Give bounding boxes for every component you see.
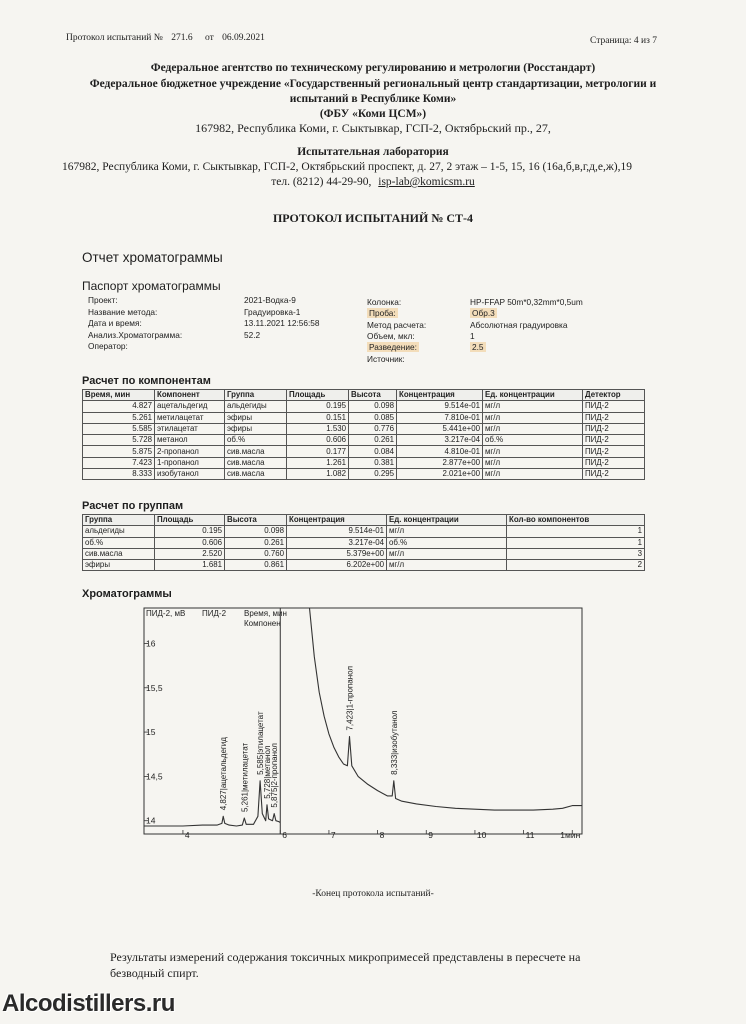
components-header-cell: Площадь (287, 390, 349, 401)
components-cell: ПИД-2 (583, 446, 645, 457)
components-cell: сив.масла (225, 469, 287, 480)
groups-cell: 0.195 (155, 526, 225, 537)
components-header-cell: Время, мин (83, 390, 155, 401)
passport-value: Обр.3 (472, 308, 495, 319)
components-cell: 0.177 (287, 446, 349, 457)
components-cell: мг/л (483, 423, 583, 434)
components-cell: 4.827 (83, 401, 155, 412)
passport-label: Проект: (88, 295, 118, 305)
groups-cell: 6.202e+00 (287, 560, 387, 571)
components-cell: 5.875 (83, 446, 155, 457)
passport-label: Источник: (367, 353, 405, 364)
chromatogram-svg (140, 604, 586, 842)
components-cell: эфиры (225, 423, 287, 434)
end-of-protocol: -Конец протокола испытаний- (312, 889, 434, 899)
table-row (83, 457, 645, 468)
components-cell: сив.масла (225, 457, 287, 468)
passport-value: Градуировка-1 (244, 306, 301, 317)
peak-label: 5,875|2-пропанол (270, 743, 280, 808)
chart-frame (144, 608, 582, 834)
passport-value: 2021-Водка-9 (244, 295, 296, 305)
components-cell: 2.877e+00 (397, 457, 483, 468)
groups-header-cell: Высота (225, 515, 287, 526)
x-tick-label: 7 (330, 830, 336, 840)
components-cell: 0.261 (349, 435, 397, 446)
components-header-cell: Группа (225, 390, 287, 401)
chart-header-label: Компонен (244, 619, 281, 628)
components-cell: ПИД-2 (583, 412, 645, 423)
x-tick-label: 8 (379, 830, 385, 840)
passport-label: Проба: (369, 308, 396, 319)
components-table (82, 389, 645, 480)
header-page-number: Страница: 4 из 7 (590, 36, 658, 46)
components-cell: 0.381 (349, 457, 397, 468)
x-tick-label: 1мин (560, 830, 581, 840)
peak-label: 8,333|изобутанол (389, 710, 399, 775)
components-cell: 1-пропанол (155, 457, 225, 468)
header-protocol-number: 271.6 (171, 33, 193, 43)
components-cell: 0.098 (349, 401, 397, 412)
groups-header-cell: Площадь (155, 515, 225, 526)
components-cell: ПИД-2 (583, 423, 645, 434)
components-cell: 7.423 (83, 457, 155, 468)
results-note-line-1: Результаты измерений содержания токсичных микропримесей представлены в пересчете на (110, 950, 581, 964)
table-row (83, 560, 645, 571)
lab-phone: тел. (8212) 44-29-90, (271, 176, 372, 188)
header-protocol-ref (66, 33, 265, 43)
x-tick-label: 11 (525, 830, 535, 840)
components-cell: 2-пропанол (155, 446, 225, 457)
components-cell: 2.021e+00 (397, 469, 483, 480)
components-cell: сив.масла (225, 446, 287, 457)
chromatogram-trace (144, 781, 280, 826)
components-cell: эфиры (225, 412, 287, 423)
groups-cell: мг/л (387, 548, 507, 559)
components-cell: 0.606 (287, 435, 349, 446)
chart-header-label: ПИД-2 (202, 609, 227, 618)
table-row (83, 401, 645, 412)
components-cell: 4.810e-01 (397, 446, 483, 457)
passport-label: Дата и время: (88, 318, 142, 328)
components-cell: мг/л (483, 469, 583, 480)
passport-value: 52.2 (244, 329, 261, 340)
components-cell: этилацетат (155, 423, 225, 434)
passport-value: 13.11.2021 12:56:58 (244, 318, 320, 328)
groups-cell: эфиры (83, 560, 155, 571)
groups-cell: мг/л (387, 526, 507, 537)
x-tick-label: 4 (184, 830, 190, 840)
protocol-title: ПРОТОКОЛ ИСПЫТАНИЙ № СТ-4 (272, 211, 474, 225)
table-row (83, 423, 645, 434)
groups-header-cell: Концентрация (287, 515, 387, 526)
components-cell: ПИД-2 (583, 469, 645, 480)
table-row (83, 435, 645, 446)
groups-cell: 1.681 (155, 560, 225, 571)
components-cell: 3.217e-04 (397, 435, 483, 446)
chart-header-label: ПИД-2, мВ (146, 609, 186, 618)
chromatogram-chart (140, 604, 586, 842)
components-cell: мг/л (483, 401, 583, 412)
y-tick-label: 14,5 (146, 771, 163, 782)
components-cell: 0.195 (287, 401, 349, 412)
passport-label: Название метода: (88, 306, 158, 317)
table-row (83, 548, 645, 559)
components-cell: 9.514e-01 (397, 401, 483, 412)
groups-cell: 0.098 (225, 526, 287, 537)
passport-label: Оператор: (88, 341, 128, 351)
groups-cell: альдегиды (83, 526, 155, 537)
passport-label: Объем, мкл: (367, 330, 415, 341)
passport-title: Паспорт хроматограммы (82, 279, 221, 293)
passport-label: Разведение: (369, 342, 417, 353)
groups-cell: 3 (507, 548, 645, 559)
groups-table (82, 514, 645, 571)
y-tick-label: 14 (146, 815, 156, 826)
components-cell: 0.776 (349, 423, 397, 434)
groups-cell: 0.760 (225, 548, 287, 559)
components-header-cell: Ед. концентрации (483, 390, 583, 401)
org-address: 167982, Республика Коми, г. Сыктывкар, ГСП-2, Октябрьский пр., 27, (195, 121, 551, 135)
components-cell: мг/л (483, 457, 583, 468)
peak-label: 5,728|метанол (263, 745, 273, 799)
components-cell: 5.585 (83, 423, 155, 434)
components-cell: 0.151 (287, 412, 349, 423)
components-cell: об.% (225, 435, 287, 446)
groups-cell: мг/л (387, 560, 507, 571)
components-cell: метанол (155, 435, 225, 446)
components-cell: 0.084 (349, 446, 397, 457)
components-cell: ПИД-2 (583, 435, 645, 446)
components-header-cell: Детектор (583, 390, 645, 401)
components-cell: 8.333 (83, 469, 155, 480)
components-cell: 7.810e-01 (397, 412, 483, 423)
groups-cell: 9.514e-01 (287, 526, 387, 537)
y-tick-label: 15 (146, 727, 156, 738)
groups-cell: 1 (507, 526, 645, 537)
components-cell: метилацетат (155, 412, 225, 423)
passport-value: 2.5 (472, 342, 484, 353)
components-cell: 5.441e+00 (397, 423, 483, 434)
groups-cell: сив.масла (83, 548, 155, 559)
groups-cell: об.% (387, 537, 507, 548)
chart-header-label: Время, мин (244, 609, 287, 618)
org-line-1: Федеральное агентство по техническому регулированию и метрологии (Росстандарт) (150, 62, 596, 74)
components-cell: 1.082 (287, 469, 349, 480)
groups-cell: 1 (507, 537, 645, 548)
components-cell: ПИД-2 (583, 457, 645, 468)
components-title: Расчет по компонентам (82, 375, 211, 387)
peak-label: 7,423|1-пропанол (345, 665, 355, 731)
components-cell: 1.530 (287, 423, 349, 434)
components-header-cell: Компонент (155, 390, 225, 401)
groups-cell: 5.379e+00 (287, 548, 387, 559)
groups-cell: 2.520 (155, 548, 225, 559)
groups-cell: 2 (507, 560, 645, 571)
table-row (83, 469, 645, 480)
passport-label: Метод расчета: (367, 319, 427, 330)
watermark: Alcodistillers.ru (2, 990, 175, 1017)
lab-contacts (0, 175, 746, 189)
components-cell: мг/л (483, 446, 583, 457)
lab-address: 167982, Республика Коми, г. Сыктывкар, ГСП-2, Октябрьский проспект, д. 27, 2 этаж – 1-5, 15, 16 (16а,б,в,г,д,е,ж),19 (62, 161, 633, 173)
lab-email[interactable]: isp-lab@komicsm.ru (378, 176, 475, 188)
header-protocol-label: Протокол испытаний № (66, 33, 163, 43)
x-tick-label: 6 (282, 830, 288, 840)
groups-header-cell: Ед. концентрации (387, 515, 507, 526)
components-cell: 5.728 (83, 435, 155, 446)
org-line-4: (ФБУ «Коми ЦСМ») (319, 108, 427, 120)
components-cell: ПИД-2 (583, 401, 645, 412)
components-cell: 5.261 (83, 412, 155, 423)
table-row (83, 526, 645, 537)
peak-label: 5,585|этилацетат (256, 711, 266, 775)
org-line-2: Федеральное бюджетное учреждение «Государственный региональный центр стандартизации, метрологии и (89, 78, 657, 90)
table-row (83, 412, 645, 423)
groups-cell: 0.261 (225, 537, 287, 548)
report-title: Отчет хроматограммы (82, 250, 223, 265)
components-cell: об.% (483, 435, 583, 446)
passport-value: 1 (470, 330, 475, 341)
groups-header-cell: Кол-во компонентов (507, 515, 645, 526)
lab-title: Испытательная лаборатория (297, 146, 449, 158)
groups-cell: 0.606 (155, 537, 225, 548)
components-header-cell: Концентрация (397, 390, 483, 401)
y-tick-label: 15,5 (146, 682, 163, 693)
components-cell: мг/л (483, 412, 583, 423)
y-tick-label: 16 (146, 638, 156, 649)
components-cell: 0.295 (349, 469, 397, 480)
groups-header-cell: Группа (83, 515, 155, 526)
results-note-line-2: безводный спирт. (110, 966, 199, 980)
groups-cell: 3.217e-04 (287, 537, 387, 548)
peak-label: 5,261|метилацетат (240, 742, 250, 813)
components-cell: ацетальдегид (155, 401, 225, 412)
chromatograms-title: Хроматограммы (82, 588, 172, 600)
components-cell: изобутанол (155, 469, 225, 480)
table-row (83, 446, 645, 457)
x-tick-label: 10 (476, 830, 487, 840)
org-line-3: испытаний в Республике Коми» (289, 93, 457, 105)
passport-label: Анализ.Хроматограмма: (88, 329, 183, 340)
components-header-cell: Высота (349, 390, 397, 401)
passport-value: Абсолютная градуировка (470, 319, 568, 330)
passport-value: HP-FFAP 50m*0,32mm*0,5um (470, 297, 583, 307)
header-date-prefix: от (204, 33, 214, 43)
components-cell: 1.261 (287, 457, 349, 468)
peak-label: 4,827|ацетальдегид (219, 737, 229, 811)
passport-label: Колонка: (367, 297, 402, 307)
groups-cell: об.% (83, 537, 155, 548)
components-cell: альдегиды (225, 401, 287, 412)
components-cell: 0.085 (349, 412, 397, 423)
groups-cell: 0.861 (225, 560, 287, 571)
groups-title: Расчет по группам (82, 500, 184, 512)
header-date: 06.09.2021 (222, 33, 265, 43)
table-row (83, 537, 645, 548)
x-tick-label: 9 (428, 830, 434, 840)
